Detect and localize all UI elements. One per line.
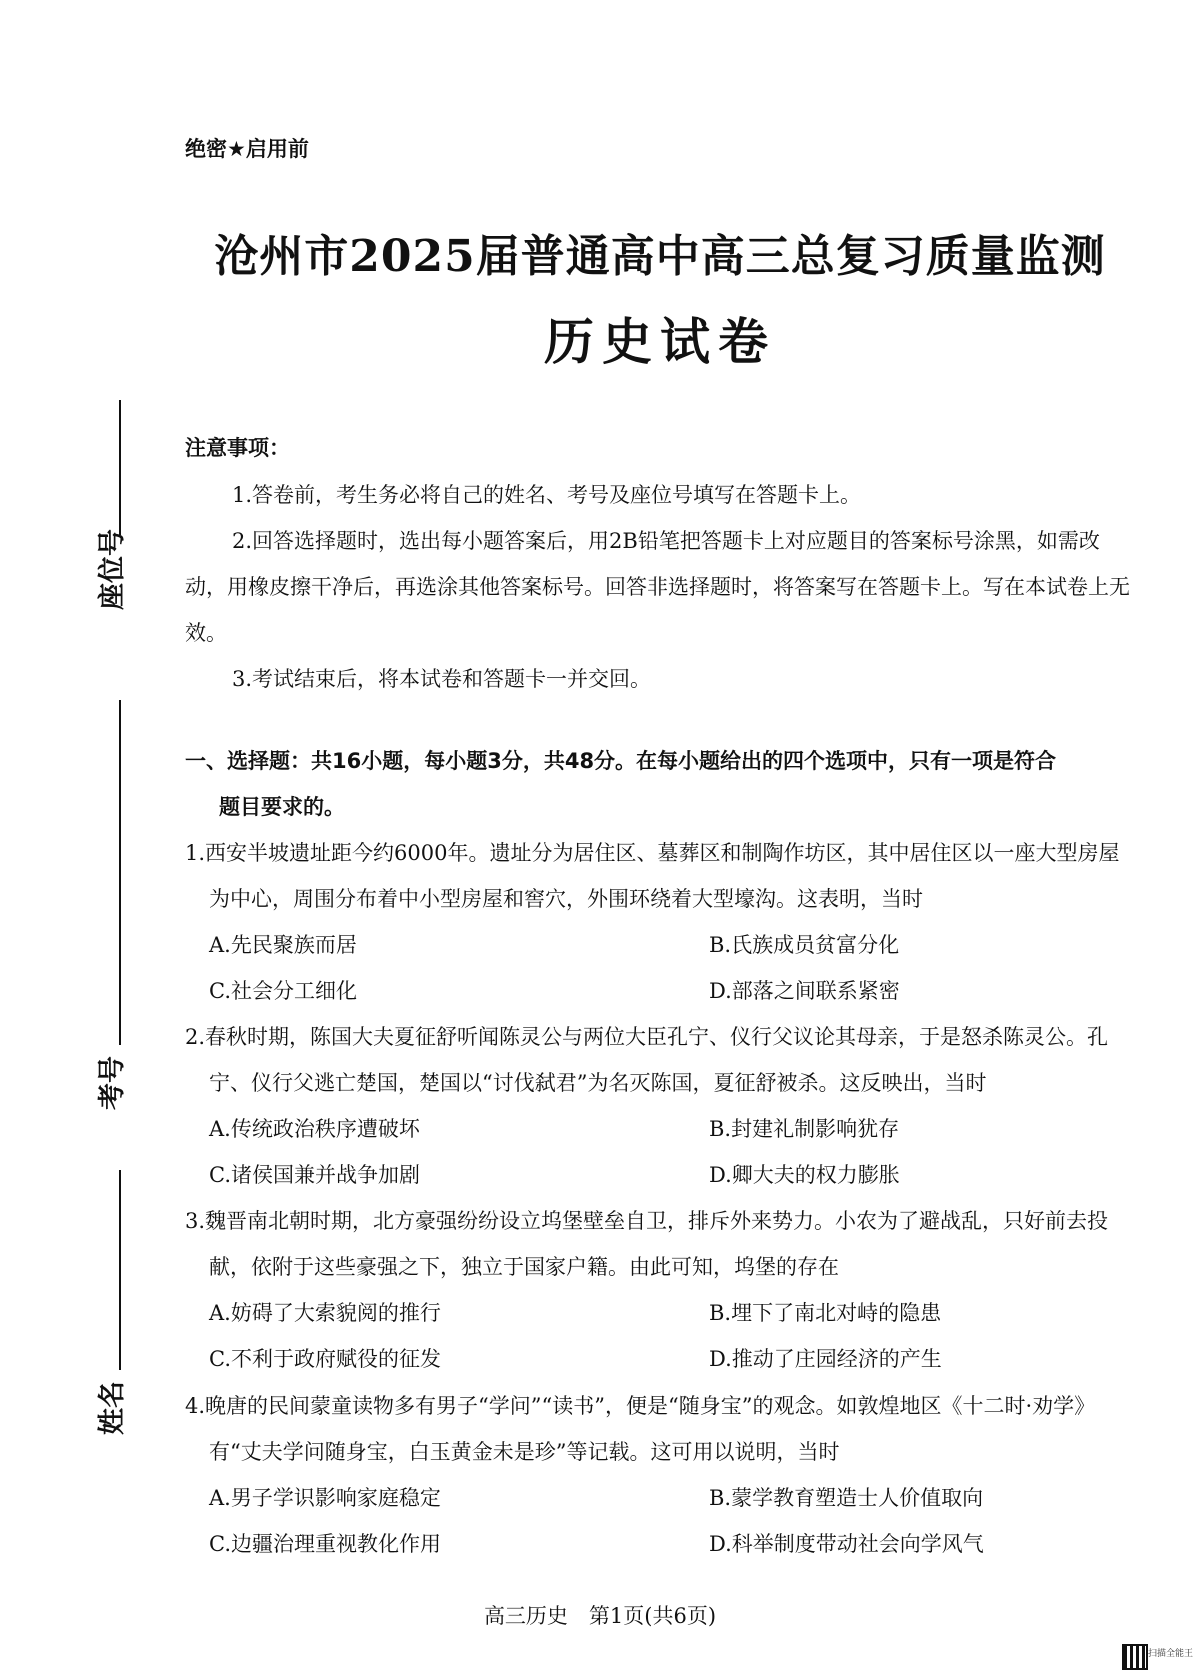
- option-d: D.卿大夫的权力膨胀: [709, 1163, 900, 1187]
- question-stem: 3.魏晋南北朝时期，北方豪强纷纷设立坞堡壁垒自卫，排斥外来势力。小农为了避战乱，只好前去投献，依附于这些豪强之下，独立于国家户籍。由此可知，坞堡的存在: [185, 1209, 1109, 1279]
- option-b: B.氏族成员贫富分化: [709, 933, 900, 957]
- notice-item-1: 1.答卷前，考生务必将自己的姓名、考号及座位号填写在答题卡上。: [232, 483, 862, 507]
- option-c: C.社会分工细化: [209, 979, 357, 1003]
- question-options: [185, 1475, 1135, 1567]
- section-heading: [185, 738, 1135, 830]
- exam-number-line: [119, 700, 121, 1045]
- option-d: D.推动了庄园经济的产生: [709, 1347, 942, 1371]
- confidential-mark: 绝密★启用前: [185, 137, 309, 161]
- option-b: B.封建礼制影响犹存: [709, 1117, 900, 1141]
- option-b: B.埋下了南北对峙的隐患: [709, 1301, 942, 1325]
- question-3: [185, 1198, 1135, 1382]
- question-options: [185, 1290, 1135, 1382]
- name-field: [78, 1170, 138, 1435]
- question-1: [185, 830, 1135, 1014]
- exam-subject-title: 历史试卷: [544, 312, 776, 371]
- scanner-watermark: 扫描全能王: [1148, 1649, 1194, 1659]
- option-a: A.妨碍了大索貌阅的推行: [209, 1301, 441, 1325]
- exam-number-label: 考号: [97, 1056, 128, 1110]
- question-stem: 4.晚唐的民间蒙童读物多有男子“学问”“读书”，便是“随身宝”的观念。如敦煌地区《十二时·劝学》有“丈夫学问随身宝，白玉黄金未是珍”等记载。这可用以说明，当时: [185, 1394, 1096, 1464]
- exam-number-field: [78, 700, 138, 1110]
- option-c: C.诸侯国兼并战争加剧: [209, 1163, 420, 1187]
- question-stem: 2.春秋时期，陈国大夫夏征舒听闻陈灵公与两位大臣孔宁、仪行父议论其母亲，于是怒杀陈灵公。孔宁、仪行父逃亡楚国，楚国以“讨伐弑君”为名灭陈国，夏征舒被杀。这反映出，当时: [185, 1025, 1109, 1095]
- section-heading-line1: 一、选择题：共16小题，每小题3分，共48分。在每小题给出的四个选项中，只有一项是符合: [185, 749, 1057, 773]
- notice-item-3: 3.考试结束后，将本试卷和答题卡一并交回。: [232, 667, 652, 691]
- option-d: D.部落之间联系紧密: [709, 979, 900, 1003]
- question-options: [185, 1106, 1135, 1198]
- notice-heading: 注意事项：: [185, 436, 290, 460]
- option-a: A.传统政治秩序遭破坏: [209, 1117, 420, 1141]
- qr-code-icon: [1122, 1644, 1148, 1670]
- option-c: C.边疆治理重视教化作用: [209, 1532, 441, 1556]
- section-heading-line2: 题目要求的。: [219, 795, 345, 819]
- name-label: 姓名: [97, 1381, 128, 1435]
- question-options: [185, 922, 1135, 1014]
- option-a: A.男子学识影响家庭稳定: [209, 1486, 441, 1510]
- option-d: D.科举制度带动社会向学风气: [709, 1532, 984, 1556]
- page-footer: 高三历史 第1页(共6页): [483, 1604, 717, 1628]
- name-line: [119, 1170, 121, 1370]
- seat-number-line: [119, 400, 121, 535]
- option-b: B.蒙学教育塑造士人价值取向: [709, 1486, 984, 1510]
- seat-number-label: 座位号: [97, 529, 128, 610]
- option-a: A.先民聚族而居: [209, 933, 357, 957]
- question-2: [185, 1014, 1135, 1198]
- option-c: C.不利于政府赋役的征发: [209, 1347, 441, 1371]
- exam-title: 沧州市2025届普通高中高三总复习质量监测: [214, 231, 1106, 282]
- seat-number-field: [78, 400, 138, 610]
- question-stem: 1.西安半坡遗址距今约6000年。遗址分为居住区、墓葬区和制陶作坊区，其中居住区以一座大型房屋为中心，周围分布着中小型房屋和窖穴，外围环绕着大型壕沟。这表明，当时: [185, 841, 1120, 911]
- question-4: [185, 1383, 1135, 1567]
- notice-item-2: 2.回答选择题时，选出每小题答案后，用2B铅笔把答题卡上对应题目的答案标号涂黑，如需改动，用橡皮擦干净后，再选涂其他答案标号。回答非选择题时，将答案写在答题卡上。写在本试卷上无效。: [185, 529, 1130, 645]
